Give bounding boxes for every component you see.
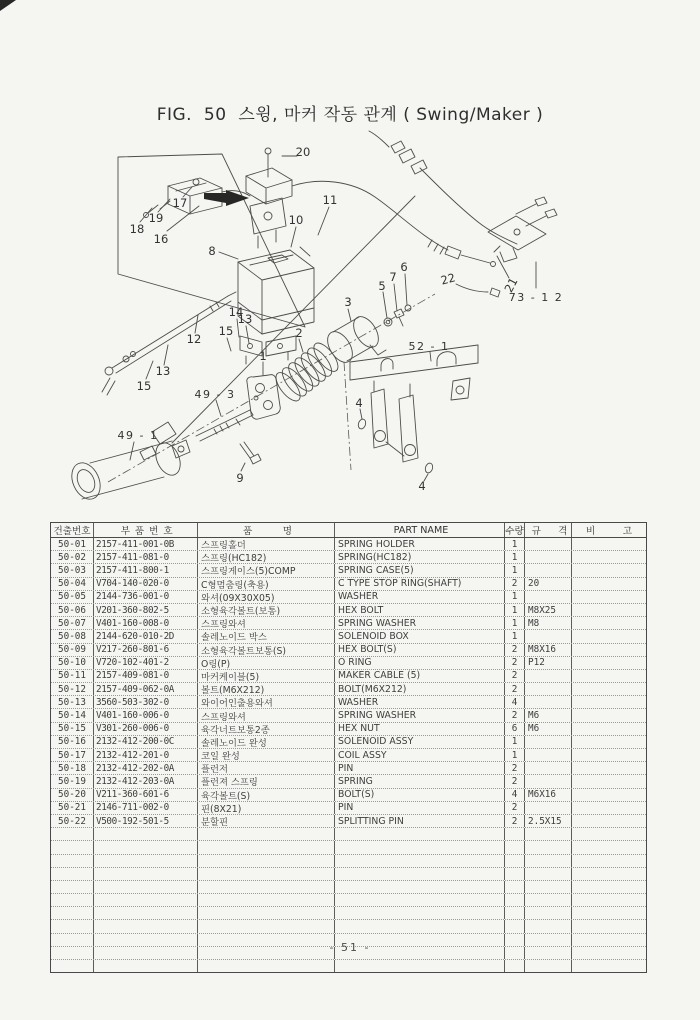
cell-spec xyxy=(524,881,571,893)
cell-spec xyxy=(524,683,571,695)
cell-item-no xyxy=(51,828,93,840)
cell-remarks xyxy=(571,920,646,932)
cell-qty: 1 xyxy=(504,617,524,629)
cell-spec xyxy=(524,828,571,840)
cell-part-no: V401-160-008-0 xyxy=(93,617,197,629)
cell-part-no xyxy=(93,907,197,919)
col-header-part-no: 부 품 번 호 xyxy=(93,523,197,537)
cell-name-kr xyxy=(197,881,334,893)
cell-part-name: SPRING WASHER xyxy=(334,709,504,721)
cell-part-name: SPRING CASE(5) xyxy=(334,564,504,576)
callout-number: 22 xyxy=(439,270,457,288)
cell-name-kr: 육각볼트(S) xyxy=(197,789,334,801)
cell-spec xyxy=(524,920,571,932)
cell-item-no: 50-12 xyxy=(58,683,86,695)
cell-name-kr xyxy=(197,894,334,906)
callout-number: 12 xyxy=(186,332,202,346)
col-header-name-kr: 품 명 xyxy=(197,523,334,537)
cell-qty: 4 xyxy=(504,696,524,708)
table-row xyxy=(51,802,646,815)
cell-spec xyxy=(524,762,571,774)
callout-number: 15 xyxy=(218,324,234,338)
cell-name-kr xyxy=(197,907,334,919)
cell-qty: 2 xyxy=(504,657,524,669)
cell-name-kr: 소형육각볼트보통(S) xyxy=(197,644,334,656)
table-empty-row xyxy=(51,881,646,894)
cell-part-name xyxy=(334,828,504,840)
cell-name-kr xyxy=(197,960,334,972)
cell-item-no: 50-16 xyxy=(58,736,86,748)
cell-part-no: V720-102-401-2 xyxy=(93,657,197,669)
table-row xyxy=(51,736,646,749)
cell-item-no xyxy=(51,907,93,919)
cell-remarks xyxy=(571,696,646,708)
table-header-row xyxy=(51,523,646,538)
table-row xyxy=(51,775,646,788)
cell-part-no: 2144-736-001-0 xyxy=(93,591,197,603)
callout-number: 19 xyxy=(148,211,164,225)
cell-part-no: 2132-412-203-0A xyxy=(93,775,197,787)
cell-spec xyxy=(524,551,571,563)
cell-name-kr xyxy=(197,841,334,853)
cell-item-no: 50-06 xyxy=(58,604,86,616)
cell-remarks xyxy=(571,683,646,695)
cell-part-no xyxy=(93,881,197,893)
table-empty-row xyxy=(51,894,646,907)
cell-part-no xyxy=(93,855,197,867)
cell-item-no xyxy=(51,881,93,893)
cell-name-kr: 소형육각볼트(보통) xyxy=(197,604,334,616)
cell-spec: 2.5X15 xyxy=(524,815,571,827)
cell-item-no: 50-17 xyxy=(58,749,86,761)
cell-part-name: HEX BOLT(S) xyxy=(334,644,504,656)
callout-number: 8 xyxy=(208,244,216,258)
assembly-ref-label: 49 - 3 xyxy=(194,388,236,401)
cell-part-name xyxy=(334,907,504,919)
parts-table xyxy=(50,522,647,973)
cell-part-no xyxy=(93,920,197,932)
callout-number: 13 xyxy=(237,312,253,326)
cell-part-name: SOLENOID ASSY xyxy=(334,736,504,748)
cell-item-no xyxy=(51,960,93,972)
cell-qty xyxy=(504,855,524,867)
cell-remarks xyxy=(571,564,646,576)
cell-qty xyxy=(504,907,524,919)
cell-qty xyxy=(504,920,524,932)
cell-remarks xyxy=(571,868,646,880)
cell-remarks xyxy=(571,749,646,761)
cell-qty: 1 xyxy=(504,551,524,563)
cell-spec xyxy=(524,670,571,682)
cell-remarks xyxy=(571,670,646,682)
cell-spec xyxy=(524,841,571,853)
cell-part-no: V301-260-006-0 xyxy=(93,723,197,735)
assembly-ref-label: 49 - 1 xyxy=(117,429,159,442)
cell-part-no: 2157-409-081-0 xyxy=(93,670,197,682)
cell-part-name: SPRING(HC182) xyxy=(334,551,504,563)
cell-spec xyxy=(524,907,571,919)
cell-qty: 4 xyxy=(504,789,524,801)
callout-number: 4 xyxy=(355,396,363,410)
table-row xyxy=(51,617,646,630)
cell-spec: P12 xyxy=(524,657,571,669)
cell-qty: 1 xyxy=(504,749,524,761)
cell-part-no xyxy=(93,960,197,972)
cell-spec: M8 xyxy=(524,617,571,629)
cell-item-no: 50-09 xyxy=(58,644,86,656)
cell-part-name xyxy=(334,920,504,932)
cell-remarks xyxy=(571,591,646,603)
callout-number: 15 xyxy=(136,379,152,393)
cell-part-name: PIN xyxy=(334,762,504,774)
cell-remarks xyxy=(571,709,646,721)
cell-name-kr: 육각너트보통2종 xyxy=(197,723,334,735)
callout-number: 6 xyxy=(400,260,408,274)
cell-remarks xyxy=(571,644,646,656)
cell-remarks xyxy=(571,723,646,735)
cell-item-no xyxy=(51,868,93,880)
cell-part-name: WASHER xyxy=(334,696,504,708)
cell-item-no xyxy=(51,894,93,906)
cell-item-no: 50-03 xyxy=(58,564,86,576)
cell-remarks xyxy=(571,775,646,787)
table-row xyxy=(51,696,646,709)
table-empty-row xyxy=(51,960,646,972)
callout-number: 13 xyxy=(155,364,171,378)
cell-qty: 2 xyxy=(504,683,524,695)
cell-part-no: V704-140-020-0 xyxy=(93,578,197,590)
cell-part-no: 2144-620-010-2D xyxy=(93,630,197,642)
cell-part-name: SPRING xyxy=(334,775,504,787)
cell-part-name: WASHER xyxy=(334,591,504,603)
cell-qty: 1 xyxy=(504,591,524,603)
cell-item-no: 50-07 xyxy=(58,617,86,629)
cell-part-name: PIN xyxy=(334,802,504,814)
cell-part-no xyxy=(93,894,197,906)
cell-qty: 2 xyxy=(504,670,524,682)
cell-part-name xyxy=(334,881,504,893)
cell-spec: M8X16 xyxy=(524,644,571,656)
cell-name-kr: 분할핀 xyxy=(197,815,334,827)
cell-part-no: 2146-711-002-0 xyxy=(93,802,197,814)
callout-number: 18 xyxy=(129,222,145,236)
cell-name-kr: 볼트(M6X212) xyxy=(197,683,334,695)
cell-name-kr: C형멈춤링(축용) xyxy=(197,578,334,590)
cell-part-no xyxy=(93,828,197,840)
table-row xyxy=(51,630,646,643)
cell-spec xyxy=(524,749,571,761)
cell-spec xyxy=(524,736,571,748)
cell-remarks xyxy=(571,630,646,642)
cell-part-name: SOLENOID BOX xyxy=(334,630,504,642)
cell-part-name: BOLT(S) xyxy=(334,789,504,801)
callout-number: 20 xyxy=(295,145,311,159)
table-row xyxy=(51,538,646,551)
cell-part-name: COIL ASSY xyxy=(334,749,504,761)
cell-remarks xyxy=(571,604,646,616)
callout-number: 10 xyxy=(288,213,304,227)
table-empty-row xyxy=(51,855,646,868)
callout-number: 9 xyxy=(236,471,244,485)
table-row xyxy=(51,578,646,591)
cell-spec xyxy=(524,855,571,867)
cell-part-no: 2157-409-062-0A xyxy=(93,683,197,695)
cell-spec xyxy=(524,802,571,814)
cell-qty: 2 xyxy=(504,775,524,787)
cell-item-no xyxy=(51,841,93,853)
cell-remarks xyxy=(571,894,646,906)
cell-remarks xyxy=(571,960,646,972)
cell-part-name xyxy=(334,894,504,906)
page-number: - 51 - xyxy=(329,941,371,954)
cell-item-no: 50-19 xyxy=(58,775,86,787)
cell-spec: M6 xyxy=(524,709,571,721)
cell-qty: 2 xyxy=(504,815,524,827)
cell-spec xyxy=(524,591,571,603)
table-row xyxy=(51,683,646,696)
cell-part-name: BOLT(M6X212) xyxy=(334,683,504,695)
cell-qty: 2 xyxy=(504,644,524,656)
cell-name-kr xyxy=(197,828,334,840)
callout-number: 21 xyxy=(501,275,521,295)
cell-qty xyxy=(504,894,524,906)
cell-name-kr: O링(P) xyxy=(197,657,334,669)
cell-part-no: V401-160-006-0 xyxy=(93,709,197,721)
cell-name-kr: 스프링게이스(5)COMP xyxy=(197,564,334,576)
callout-number: 17 xyxy=(172,196,188,210)
cell-name-kr: 솔레노이드 박스 xyxy=(197,630,334,642)
cell-item-no: 50-05 xyxy=(58,591,86,603)
table-row xyxy=(51,815,646,828)
callout-number: 5 xyxy=(378,279,386,293)
cell-part-no: 2157-411-001-0B xyxy=(93,538,197,550)
cell-name-kr: 솔레노이드 완성 xyxy=(197,736,334,748)
figure-title: FIG. 50 스윙, 마커 작동 관계 ( Swing/Maker ) xyxy=(156,105,544,125)
cell-item-no xyxy=(51,920,93,932)
cell-qty: 2 xyxy=(504,762,524,774)
cell-item-no: 50-01 xyxy=(58,538,86,550)
cell-remarks xyxy=(571,736,646,748)
cell-name-kr: 스프링(HC182) xyxy=(197,551,334,563)
cell-name-kr: 플런져 스프링 xyxy=(197,775,334,787)
cell-name-kr: 스프링와셔 xyxy=(197,709,334,721)
callout-number: 16 xyxy=(153,232,169,246)
cell-remarks xyxy=(571,657,646,669)
table-row xyxy=(51,789,646,802)
cell-item-no: 50-10 xyxy=(58,657,86,669)
cell-qty xyxy=(504,868,524,880)
scan-artifact xyxy=(0,0,16,11)
callout-number: 4 xyxy=(418,479,426,493)
cell-name-kr: 와이어인출용와셔 xyxy=(197,696,334,708)
cell-spec: M8X25 xyxy=(524,604,571,616)
cell-qty: 1 xyxy=(504,604,524,616)
cell-part-name xyxy=(334,960,504,972)
assembly-ref-label: 73 - 1 2 xyxy=(508,291,564,304)
col-header-qty: 수량 xyxy=(504,523,524,537)
callout-number: 14 xyxy=(228,305,244,319)
cell-item-no: 50-22 xyxy=(58,815,86,827)
callout-number: 7 xyxy=(389,270,397,284)
cell-part-name: SPRING WASHER xyxy=(334,617,504,629)
cell-part-name: SPRING HOLDER xyxy=(334,538,504,550)
col-header-remarks: 비 고 xyxy=(571,523,646,537)
cell-remarks xyxy=(571,815,646,827)
callout-number: 2 xyxy=(295,326,303,340)
cell-part-name: C TYPE STOP RING(SHAFT) xyxy=(334,578,504,590)
table-row xyxy=(51,762,646,775)
cell-remarks xyxy=(571,881,646,893)
cell-item-no: 50-14 xyxy=(58,710,86,722)
cell-part-no: 3560-503-302-0 xyxy=(93,696,197,708)
cell-part-name: SPLITTING PIN xyxy=(334,815,504,827)
cell-remarks xyxy=(571,855,646,867)
table-row xyxy=(51,657,646,670)
cell-part-no: 2157-411-081-0 xyxy=(93,551,197,563)
table-row xyxy=(51,551,646,564)
cell-part-no xyxy=(93,868,197,880)
cell-part-no: V500-192-501-5 xyxy=(93,815,197,827)
cell-name-kr xyxy=(197,868,334,880)
cell-part-no: V217-260-801-6 xyxy=(93,644,197,656)
table-empty-row xyxy=(51,920,646,933)
cell-name-kr xyxy=(197,855,334,867)
table-row xyxy=(51,564,646,577)
cell-item-no: 50-04 xyxy=(58,578,86,590)
cell-item-no: 50-08 xyxy=(58,630,86,642)
cell-part-no: V201-360-802-5 xyxy=(93,604,197,616)
cell-qty: 2 xyxy=(504,709,524,721)
cell-part-name: HEX BOLT xyxy=(334,604,504,616)
cell-name-kr xyxy=(197,920,334,932)
cell-spec: M6X16 xyxy=(524,789,571,801)
table-row xyxy=(51,644,646,657)
cell-item-no: 50-21 xyxy=(58,802,86,814)
cell-name-kr: 스프링홀더 xyxy=(197,538,334,550)
cell-spec xyxy=(524,630,571,642)
table-row xyxy=(51,591,646,604)
callout-number: 1 xyxy=(259,349,267,363)
table-row xyxy=(51,670,646,683)
cell-part-no xyxy=(93,841,197,853)
cell-qty xyxy=(504,960,524,972)
cell-part-name xyxy=(334,868,504,880)
cell-remarks xyxy=(571,828,646,840)
table-row xyxy=(51,723,646,736)
cell-qty: 2 xyxy=(504,578,524,590)
cell-qty: 1 xyxy=(504,630,524,642)
cell-name-kr: 마커케이블(5) xyxy=(197,670,334,682)
cell-remarks xyxy=(571,841,646,853)
cell-remarks xyxy=(571,907,646,919)
cell-spec xyxy=(524,696,571,708)
cell-item-no: 50-20 xyxy=(58,789,86,801)
table-empty-row xyxy=(51,841,646,854)
cell-part-no: 2132-412-200-0C xyxy=(93,736,197,748)
cell-part-no: 2132-412-201-0 xyxy=(93,749,197,761)
cell-qty: 1 xyxy=(504,564,524,576)
cell-qty: 6 xyxy=(504,723,524,735)
table-empty-row xyxy=(51,868,646,881)
cell-remarks xyxy=(571,538,646,550)
col-header-spec: 규 격 xyxy=(524,523,571,537)
cell-remarks xyxy=(571,802,646,814)
cell-item-no: 50-15 xyxy=(58,723,86,735)
diagram-linework xyxy=(66,131,557,504)
cell-qty xyxy=(504,841,524,853)
cell-remarks xyxy=(571,551,646,563)
cell-part-no: 2157-411-800-1 xyxy=(93,564,197,576)
cell-item-no xyxy=(51,855,93,867)
cell-spec xyxy=(524,960,571,972)
cell-part-no: 2132-412-202-0A xyxy=(93,762,197,774)
cell-item-no: 50-02 xyxy=(58,551,86,563)
cell-item-no: 50-18 xyxy=(58,762,86,774)
cell-name-kr: 플런저 xyxy=(197,762,334,774)
cell-name-kr: 와셔(09X30X05) xyxy=(197,591,334,603)
table-row xyxy=(51,749,646,762)
cell-spec xyxy=(524,775,571,787)
cell-part-name xyxy=(334,841,504,853)
cell-spec xyxy=(524,564,571,576)
assembly-ref-label: 52 - 1 xyxy=(408,340,450,353)
cell-part-no: V211-360-601-6 xyxy=(93,789,197,801)
callout-number: 11 xyxy=(322,193,338,207)
cell-name-kr: 핀(8X21) xyxy=(197,802,334,814)
cell-remarks xyxy=(571,617,646,629)
cell-name-kr: 코일 완성 xyxy=(197,749,334,761)
cell-remarks xyxy=(571,762,646,774)
cell-spec xyxy=(524,894,571,906)
col-header-part-name: PART NAME xyxy=(334,523,504,537)
table-row xyxy=(51,604,646,617)
cell-spec: 20 xyxy=(524,578,571,590)
cell-item-no: 50-13 xyxy=(58,696,86,708)
cell-name-kr: 스프링와셔 xyxy=(197,617,334,629)
cell-remarks xyxy=(571,578,646,590)
col-header-item-no: 건출번호 xyxy=(53,526,91,537)
cell-spec xyxy=(524,538,571,550)
cell-part-name: HEX NUT xyxy=(334,723,504,735)
cell-part-name: MAKER CABLE (5) xyxy=(334,670,504,682)
cell-spec xyxy=(524,868,571,880)
table-empty-row xyxy=(51,828,646,841)
cell-qty: 1 xyxy=(504,736,524,748)
cell-qty: 2 xyxy=(504,802,524,814)
cell-part-name: O RING xyxy=(334,657,504,669)
cell-remarks xyxy=(571,789,646,801)
cell-item-no: 50-11 xyxy=(58,670,86,682)
cell-spec: M6 xyxy=(524,723,571,735)
table-row xyxy=(51,709,646,722)
cell-qty: 1 xyxy=(504,538,524,550)
cell-qty xyxy=(504,828,524,840)
callout-number: 3 xyxy=(344,295,352,309)
cell-qty xyxy=(504,881,524,893)
table-empty-row xyxy=(51,907,646,920)
cell-part-name xyxy=(334,855,504,867)
